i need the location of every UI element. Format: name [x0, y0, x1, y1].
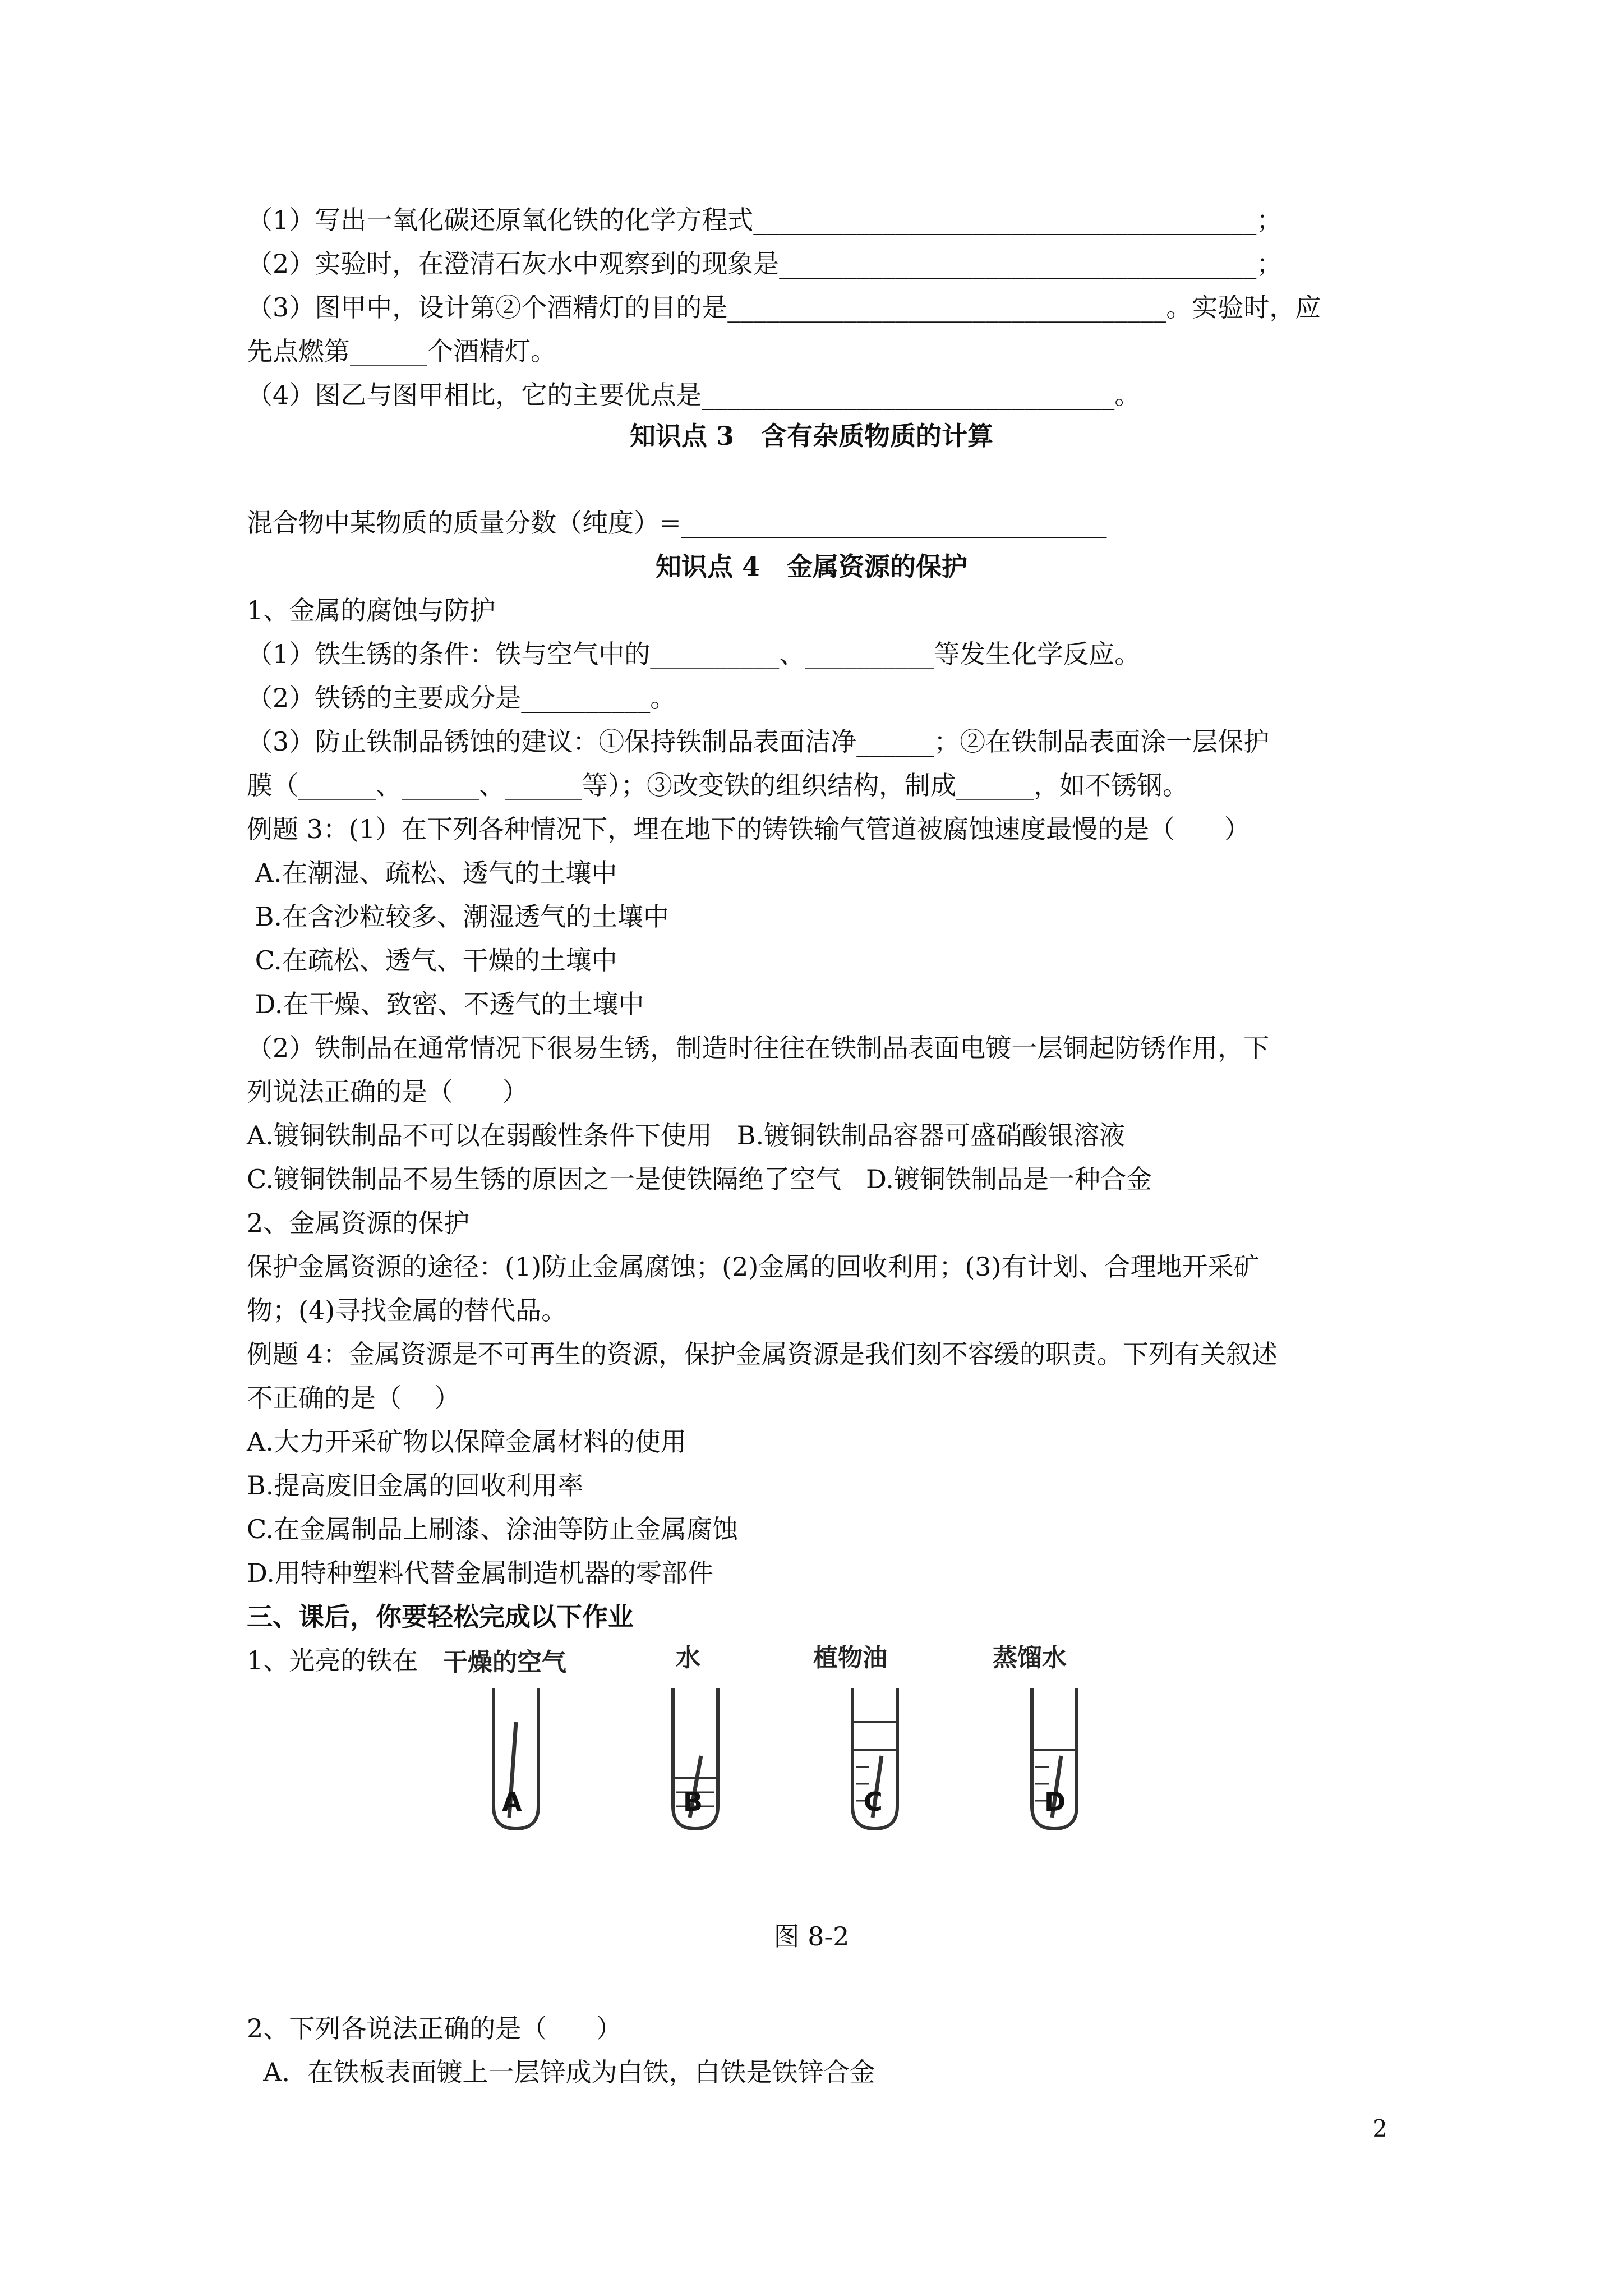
tube-c-letter: C: [864, 1787, 883, 1817]
option-line: C.在疏松、透气、干燥的土壤中: [247, 945, 617, 976]
tube-c-label: 植物油: [813, 1644, 887, 1672]
text-line: 膜（______、______、______等）；③改变铁的组织结构，制成______，如不锈钢。: [247, 770, 1188, 800]
option-line: A．在铁板表面镀上一层锌成为白铁，白铁是铁锌合金: [247, 2057, 875, 2087]
page-number: 2: [1372, 2115, 1387, 2142]
text-line: （1）写出一氧化碳还原氧化铁的化学方程式_______________________________________；: [247, 205, 1283, 235]
text-line: （3）防止铁制品锈蚀的建议：①保持铁制品表面洁净______；②在铁制品表面涂一层保护: [247, 726, 1270, 757]
figure-caption: 图 8-2: [773, 1921, 850, 1952]
section-heading: 知识点 3 含有杂质物质的计算: [629, 421, 994, 451]
text-line: 保护金属资源的途径：(1)防止金属腐蚀；(2)金属的回收利用；(3)有计划、合理地开采矿: [247, 1251, 1260, 1282]
text-line: （1）铁生锈的条件：铁与空气中的__________、__________等发生化学反应。: [247, 639, 1141, 669]
text-line: 例题 4：金属资源是不可再生的资源，保护金属资源是我们刻不容缓的职责。下列有关叙述: [247, 1339, 1278, 1369]
text-line: 先点燃第______个酒精灯。: [247, 336, 556, 366]
tube-a-label: 干燥的空气: [443, 1648, 566, 1677]
tube-a-letter: A: [502, 1787, 522, 1817]
text-line: 2、下列各说法正确的是（ ）: [247, 2013, 622, 2044]
tube-d-label: 蒸馏水: [993, 1644, 1067, 1672]
option-line: C.镀铜铁制品不易生锈的原因之一是使铁隔绝了空气 D.镀铜铁制品是一种合金: [247, 1164, 1152, 1194]
text-line: 列说法正确的是（ ）: [247, 1076, 528, 1107]
section-heading: 三、课后，你要轻松完成以下作业: [247, 1602, 634, 1632]
text-line: 混合物中某物质的质量分数（纯度）=_________________________________: [247, 508, 1107, 538]
test-tube-figure: [426, 1638, 1116, 1840]
text-line: （2）铁制品在通常情况下很易生锈，制造时往往在铁制品表面电镀一层铜起防锈作用，下: [247, 1033, 1270, 1063]
text-line: 1、金属的腐蚀与防护: [247, 595, 496, 625]
tube-b-label: 水: [676, 1644, 700, 1672]
text-line: 例题 3：(1）在下列各种情况下，埋在地下的铸铁输气管道被腐蚀速度最慢的是（ ）: [247, 814, 1250, 844]
text-line: （3）图甲中，设计第②个酒精灯的目的是__________________________________。实验时，应: [247, 292, 1321, 323]
tube-d-letter: D: [1044, 1787, 1066, 1817]
text-line: 物；(4)寻找金属的替代品。: [247, 1295, 568, 1326]
option-line: D.用特种塑料代替金属制造机器的零部件: [247, 1558, 713, 1588]
text-line: 1、光亮的铁在: [247, 1645, 418, 1676]
option-line: B.在含沙粒较多、潮湿透气的土壤中: [247, 901, 670, 932]
text-line: 不正确的是（ ）: [247, 1383, 460, 1413]
option-line: D.在干燥、致密、不透气的土壤中: [247, 989, 644, 1019]
tube-b-letter: B: [683, 1787, 703, 1817]
option-line: C.在金属制品上刷漆、涂油等防止金属腐蚀: [247, 1514, 739, 1544]
text-line: （2）实验时，在澄清石灰水中观察到的现象是_____________________________________；: [247, 249, 1283, 279]
option-line: A.镀铜铁制品不可以在弱酸性条件下使用 B.镀铜铁制品容器可盛硝酸银溶液: [247, 1120, 1126, 1151]
text-line: 2、金属资源的保护: [247, 1208, 470, 1238]
text-line: （4）图乙与图甲相比，它的主要优点是________________________________。: [247, 380, 1141, 410]
section-heading: 知识点 4 金属资源的保护: [655, 551, 968, 582]
text-line: （2）铁锈的主要成分是__________。: [247, 683, 676, 713]
option-line: B.提高废旧金属的回收利用率: [247, 1470, 584, 1501]
option-line: A.大力开采矿物以保障金属材料的使用: [247, 1427, 686, 1457]
option-line: A.在潮湿、疏松、透气的土壤中: [247, 858, 617, 888]
